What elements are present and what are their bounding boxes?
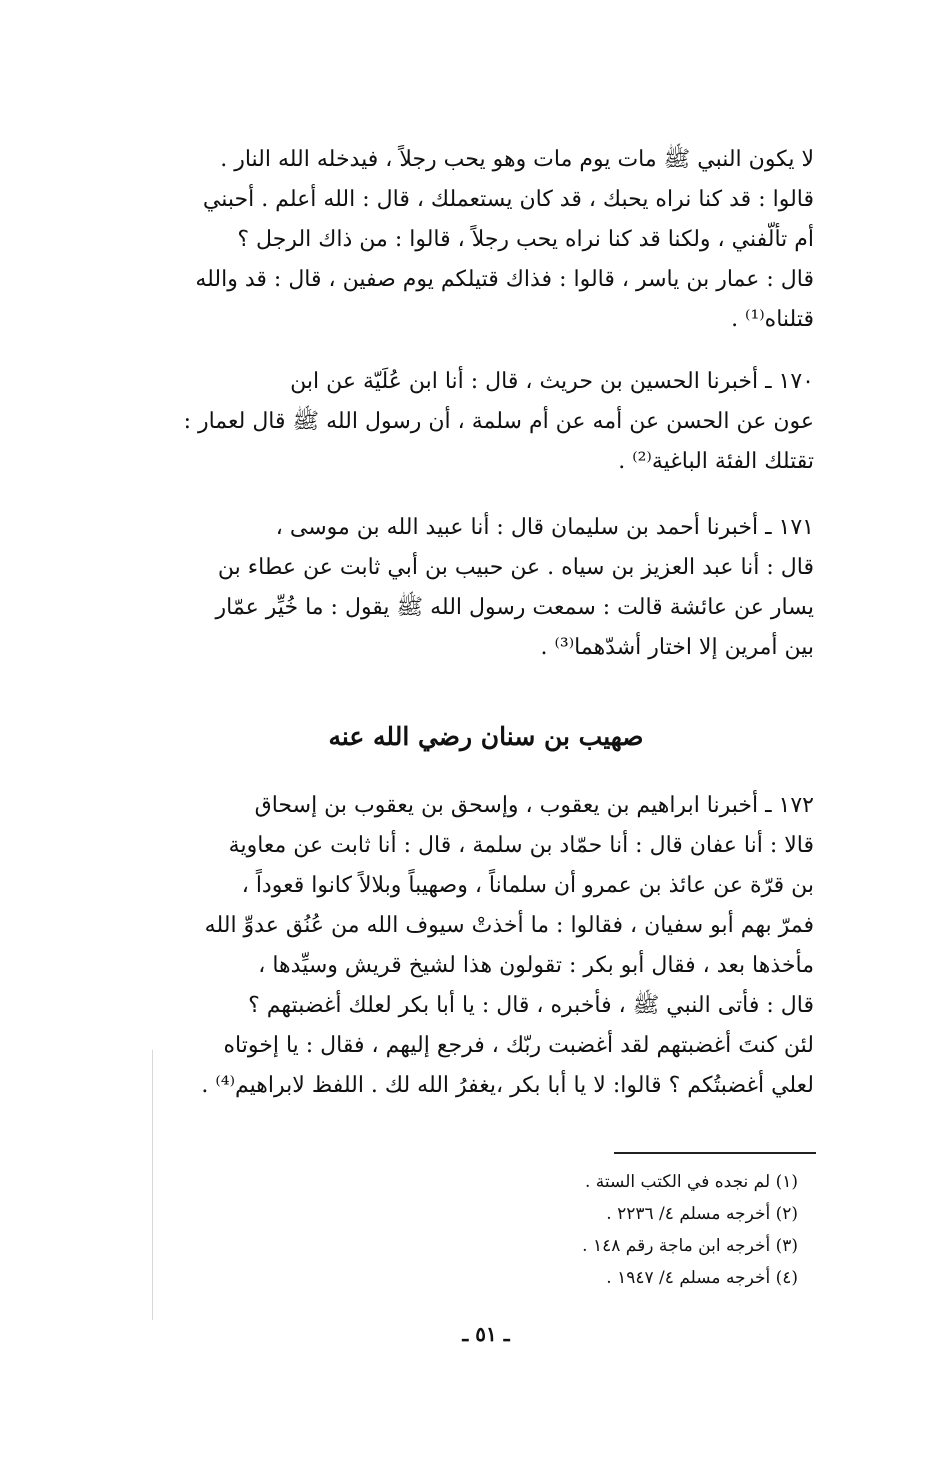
page-number: ـ ٥١ ـ [462, 1322, 510, 1346]
text-line: ١٧٠ ـ أخبرنا الحسين بن حريث ، قال : أنا ابن عُلَيّة عن ابن [290, 369, 814, 394]
paragraph-172 [158, 786, 814, 1106]
text-line: يسار عن عائشة قالت : سمعت رسول الله ﷺ يقول : ما خُيِّر عمّار [215, 595, 814, 620]
text-line: مأخذها بعد ، فقال أبو بكر : تقولون هذا لشيخ قريش وسيِّدها ، [258, 953, 814, 978]
text-line: قالوا : قد كنا نراه يحبك ، قد كان يستعملك ، قال : الله أعلم . أحبني [202, 187, 814, 212]
text-line: لئن كنتَ أغضبتهم لقد أغضبت ربّك ، فرجع إليهم ، فقال : يا إخوتاه [223, 1033, 814, 1058]
text-line: تقتلك الفئة الباغية⁽²⁾ . [618, 449, 814, 474]
paragraph-170 [158, 362, 814, 482]
paragraph-171 [158, 508, 814, 668]
text-line: عون عن الحسن عن أمه عن أم سلمة ، أن رسول الله ﷺ قال لعمار : [183, 409, 814, 434]
text-line: بين أمرين إلا اختار أشدّهما⁽³⁾ . [540, 635, 814, 660]
footnotes [158, 1166, 798, 1294]
text-line: قال : فأتى النبي ﷺ ، فأخبره ، قال : يا أبا بكر لعلك أغضبتهم ؟ [248, 993, 814, 1018]
text-line: قال : أنا عبد العزيز بن سياه . عن حبيب بن أبي ثابت عن عطاء بن [217, 555, 814, 580]
footnote-2: (٢) أخرجه مسلم ٤/ ٢٢٣٦ . [606, 1204, 798, 1224]
footnote-divider [614, 1152, 816, 1154]
scan-edge-line [152, 1050, 153, 1320]
footnote-3: (٣) أخرجه ابن ماجة رقم ١٤٨ . [582, 1236, 798, 1256]
text-line: ١٧٢ ـ أخبرنا ابراهيم بن يعقوب ، وإسحق بن يعقوب بن إسحاق [254, 793, 814, 818]
text-line: قتلناه⁽¹⁾ . [731, 307, 814, 332]
paragraph-continued [158, 140, 814, 340]
text-line: لا يكون النبي ﷺ مات يوم مات وهو يحب رجلاً ، فيدخله الله النار . [220, 147, 814, 172]
text-line: لعلي أغضبتُكم ؟ قالوا: لا يا أبا بكر ،يغفرُ الله لك . اللفظ لابراهيم⁽⁴⁾ . [201, 1073, 814, 1098]
text-line: ١٧١ ـ أخبرنا أحمد بن سليمان قال : أنا عبيد الله بن موسى ، [275, 515, 814, 540]
text-line: قال : عمار بن ياسر ، قالوا : فذاك قتيلكم يوم صفين ، قال : قد والله [195, 267, 814, 292]
footnote-1: (١) لم نجده في الكتب الستة . [585, 1172, 798, 1192]
text-line: أم تألّفني ، ولكنا قد كنا نراه يحب رجلاً ، قالوا : من ذاك الرجل ؟ [237, 227, 814, 252]
text-line: قالا : أنا عفان قال : أنا حمّاد بن سلمة ، قال : أنا ثابت عن معاوية [228, 833, 814, 858]
section-heading: صهيب بن سنان رضي الله عنه [328, 722, 644, 751]
text-line: بن قرّة عن عائذ بن عمرو أن سلماناً ، وصهيباً وبلالاً كانوا قعوداً ، [241, 873, 814, 898]
text-line: فمرّ بهم أبو سفيان ، فقالوا : ما أخذتْ سيوف الله من عُنُق عدوِّ الله [204, 913, 814, 938]
footnote-4: (٤) أخرجه مسلم ٤/ ١٩٤٧ . [606, 1268, 798, 1288]
